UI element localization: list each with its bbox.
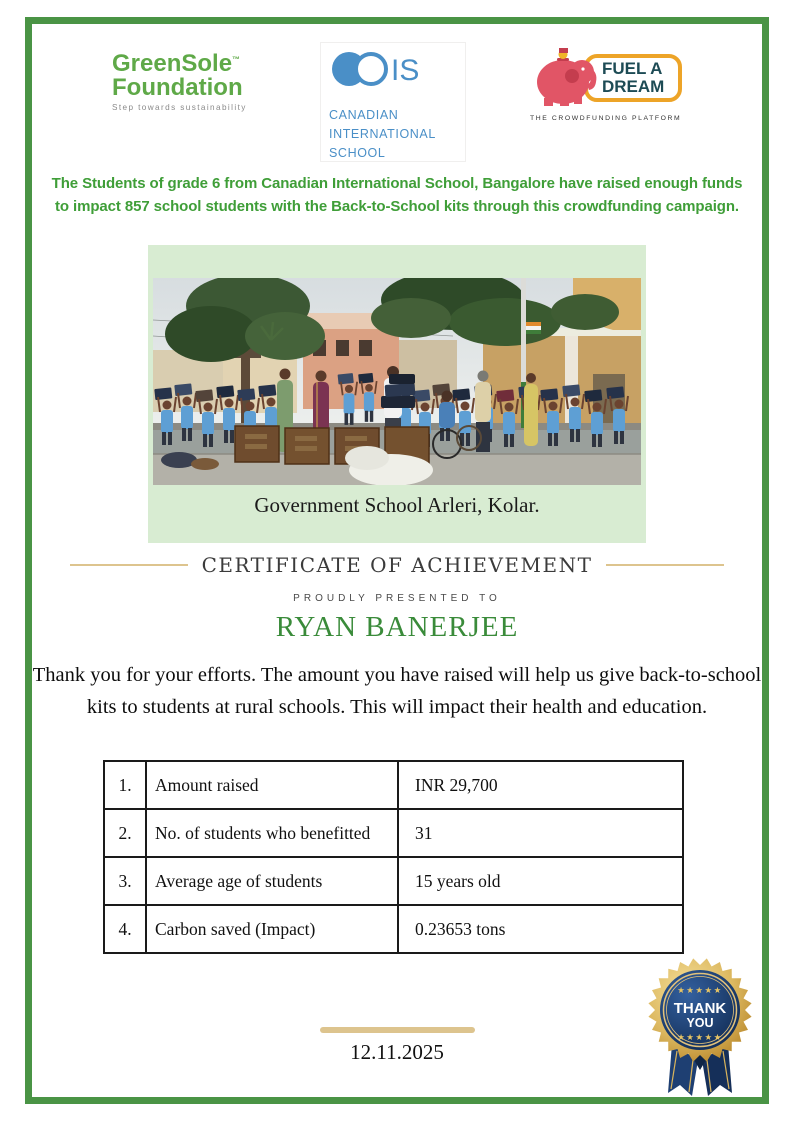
row-value: INR 29,700 — [398, 761, 683, 809]
row-number: 2. — [104, 809, 146, 857]
row-label: Average age of students — [146, 857, 398, 905]
row-value: 0.23653 tons — [398, 905, 683, 953]
row-value: 31 — [398, 809, 683, 857]
certificate-date: 12.11.2025 — [350, 1040, 444, 1064]
row-number: 1. — [104, 761, 146, 809]
cis-monogram: IS — [391, 54, 420, 87]
row-number: 4. — [104, 905, 146, 953]
greensole-foundation-logo — [112, 52, 262, 112]
intro-text: The Students of grade 6 from Canadian International School, Bangalore have raised enough funds to impact 857 school students with the Back-to-School kits through this crowdfunding campaign. — [51, 175, 743, 216]
greensole-name-line1: GreenSole™ — [112, 50, 241, 77]
row-number: 3. — [104, 857, 146, 905]
presented-label: PROUDLY PRESENTED TO — [293, 593, 501, 604]
table-row — [104, 905, 683, 953]
trademark-symbol: ™ — [232, 55, 241, 64]
gold-date-bar — [320, 1027, 475, 1033]
cis-line2: INTERNATIONAL — [329, 126, 436, 141]
cis-circles-icon — [329, 48, 457, 90]
table-row — [104, 809, 683, 857]
fad-line1: FUEL A — [602, 59, 663, 78]
photo-card — [148, 245, 646, 543]
fuel-a-dream-logo — [530, 46, 685, 122]
greensole-tagline: Step towards sustainability — [112, 103, 247, 112]
thank-you-message: Thank you for your efforts. The amount you have raised will help us give back-to-school kits to students at rural schools. This will impact their health and education. — [32, 664, 762, 718]
stars-bottom: ★★★★★ — [677, 1032, 723, 1042]
row-label: Carbon saved (Impact) — [146, 905, 398, 953]
thank-you-badge — [638, 948, 762, 1098]
gold-divider-left — [70, 564, 188, 566]
row-label: No. of students who benefitted — [146, 809, 398, 857]
greensole-name-line2: Foundation — [112, 74, 243, 101]
table-row — [104, 857, 683, 905]
cis-wordmark — [329, 106, 457, 162]
row-value: 15 years old — [398, 857, 683, 905]
cis-line3: SCHOOL — [329, 145, 386, 160]
certificate-heading-row — [0, 553, 794, 577]
school-photo — [153, 278, 641, 485]
cis-line1: CANADIAN — [329, 108, 399, 122]
fad-line2: DREAM — [602, 77, 665, 96]
fuel-a-dream-tagline: THE CROWDFUNDING PLATFORM — [530, 115, 682, 122]
badge-word2: YOU — [686, 1016, 714, 1030]
certificate-heading: CERTIFICATE OF ACHIEVEMENT — [201, 553, 593, 577]
stars-top: ★★★★★ — [677, 985, 723, 995]
impact-table — [103, 760, 684, 954]
table-row — [104, 761, 683, 809]
recipient-name: RYAN BANERJEE — [275, 611, 519, 643]
row-label: Amount raised — [146, 761, 398, 809]
photo-caption: Government School Arleri, Kolar. — [254, 493, 540, 517]
cis-logo — [320, 42, 466, 162]
fuel-a-dream-mark — [530, 46, 685, 108]
gold-divider-right — [606, 564, 724, 566]
badge-word1: THANK — [673, 1000, 727, 1017]
